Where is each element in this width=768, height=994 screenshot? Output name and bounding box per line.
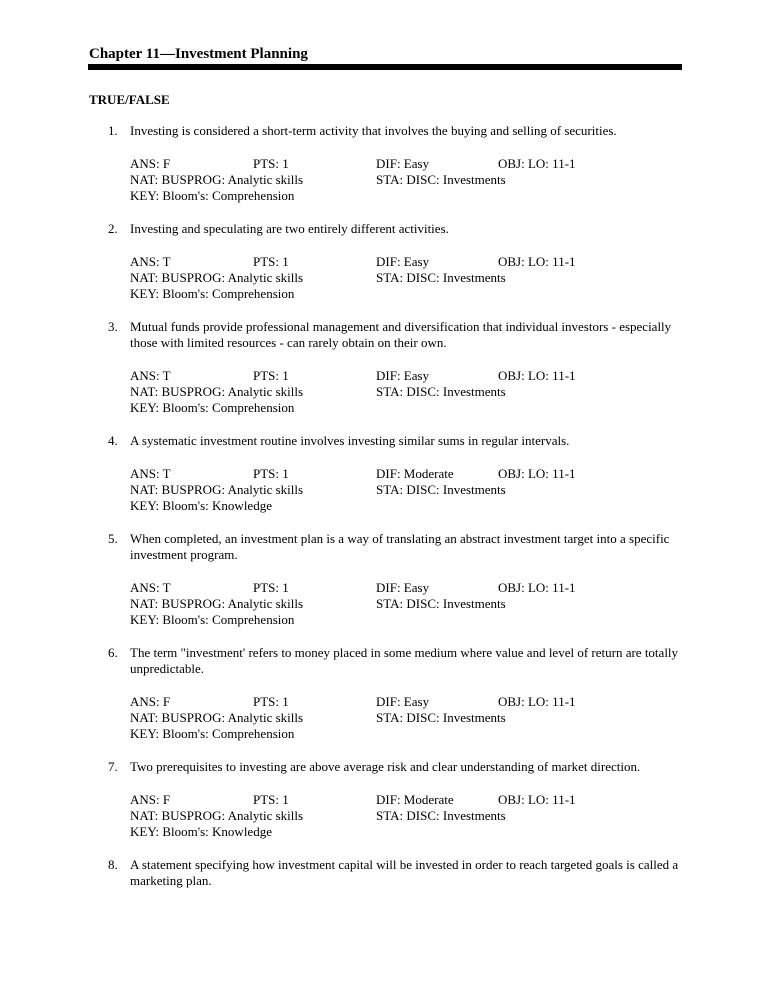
difficulty: DIF: Easy [376,254,430,269]
answer-meta-7 [0,792,768,840]
objective: OBJ: LO: 11-1 [498,254,576,269]
points: PTS: 1 [253,792,289,807]
objective: OBJ: LO: 11-1 [498,694,576,709]
chapter-title: Chapter 11—Investment Planning [89,46,308,62]
question-number: 1. [108,123,118,138]
sta-standard: STA: DISC: Investments [376,384,506,399]
key-bloom: KEY: Bloom's: Comprehension [130,400,295,415]
objective: OBJ: LO: 11-1 [498,792,576,807]
answer: ANS: F [130,792,171,807]
difficulty: DIF: Moderate [376,792,454,807]
sta-standard: STA: DISC: Investments [376,482,506,497]
question-number: 6. [108,645,118,660]
question-text: Investing is considered a short-term activity that involves the buying and selling of securities. [130,123,617,138]
nat-standard: NAT: BUSPROG: Analytic skills [130,384,304,399]
question-text: The term "investment' refers to money placed in some medium where value and level of return are totally unpredictable. [130,645,679,676]
sta-standard: STA: DISC: Investments [376,270,506,285]
question-text: A statement specifying how investment capital will be invested in order to reach targeted goals is called a marketing plan. [130,857,679,888]
points: PTS: 1 [253,368,289,383]
points: PTS: 1 [253,254,289,269]
sta-standard: STA: DISC: Investments [376,596,506,611]
question-text: A systematic investment routine involves investing similar sums in regular intervals. [130,433,570,448]
question-number: 3. [108,319,118,334]
answer: ANS: F [130,156,171,171]
question-number: 2. [108,221,118,236]
answer-meta-5 [0,580,768,628]
key-bloom: KEY: Bloom's: Knowledge [130,824,272,839]
answer: ANS: T [130,368,171,383]
question-text: Investing and speculating are two entirely different activities. [130,221,449,236]
section-heading: TRUE/FALSE [89,92,170,107]
key-bloom: KEY: Bloom's: Comprehension [130,286,295,301]
nat-standard: NAT: BUSPROG: Analytic skills [130,172,304,187]
question-number: 4. [108,433,118,448]
points: PTS: 1 [253,156,289,171]
sta-standard: STA: DISC: Investments [376,808,506,823]
question-number: 5. [108,531,118,546]
key-bloom: KEY: Bloom's: Comprehension [130,188,295,203]
sta-standard: STA: DISC: Investments [376,172,506,187]
difficulty: DIF: Easy [376,580,430,595]
points: PTS: 1 [253,580,289,595]
points: PTS: 1 [253,694,289,709]
question-text: When completed, an investment plan is a way of translating an abstract investment target into a specific investment program. [130,531,670,562]
title-rule [88,64,682,70]
answer: ANS: T [130,580,171,595]
nat-standard: NAT: BUSPROG: Analytic skills [130,482,304,497]
difficulty: DIF: Moderate [376,466,454,481]
question-number: 7. [108,759,118,774]
question-text: Mutual funds provide professional management and diversification that individual investors - especially those with limited resources - can rarely obtain on their own. [130,319,672,350]
key-bloom: KEY: Bloom's: Comprehension [130,726,295,741]
answer: ANS: F [130,694,171,709]
nat-standard: NAT: BUSPROG: Analytic skills [130,710,304,725]
question-text: Two prerequisites to investing are above average risk and clear understanding of market direction. [130,759,641,774]
nat-standard: NAT: BUSPROG: Analytic skills [130,270,304,285]
answer-meta-6 [0,694,768,742]
answer: ANS: T [130,466,171,481]
sta-standard: STA: DISC: Investments [376,710,506,725]
key-bloom: KEY: Bloom's: Knowledge [130,498,272,513]
nat-standard: NAT: BUSPROG: Analytic skills [130,596,304,611]
nat-standard: NAT: BUSPROG: Analytic skills [130,808,304,823]
answer-meta-4 [0,466,768,514]
difficulty: DIF: Easy [376,368,430,383]
objective: OBJ: LO: 11-1 [498,368,576,383]
points: PTS: 1 [253,466,289,481]
question-number: 8. [108,857,118,872]
objective: OBJ: LO: 11-1 [498,156,576,171]
answer-meta-2 [0,254,768,302]
objective: OBJ: LO: 11-1 [498,466,576,481]
objective: OBJ: LO: 11-1 [498,580,576,595]
key-bloom: KEY: Bloom's: Comprehension [130,612,295,627]
answer-meta-3 [0,368,768,416]
difficulty: DIF: Easy [376,694,430,709]
answer: ANS: T [130,254,171,269]
answer-meta-1 [0,156,768,204]
difficulty: DIF: Easy [376,156,430,171]
